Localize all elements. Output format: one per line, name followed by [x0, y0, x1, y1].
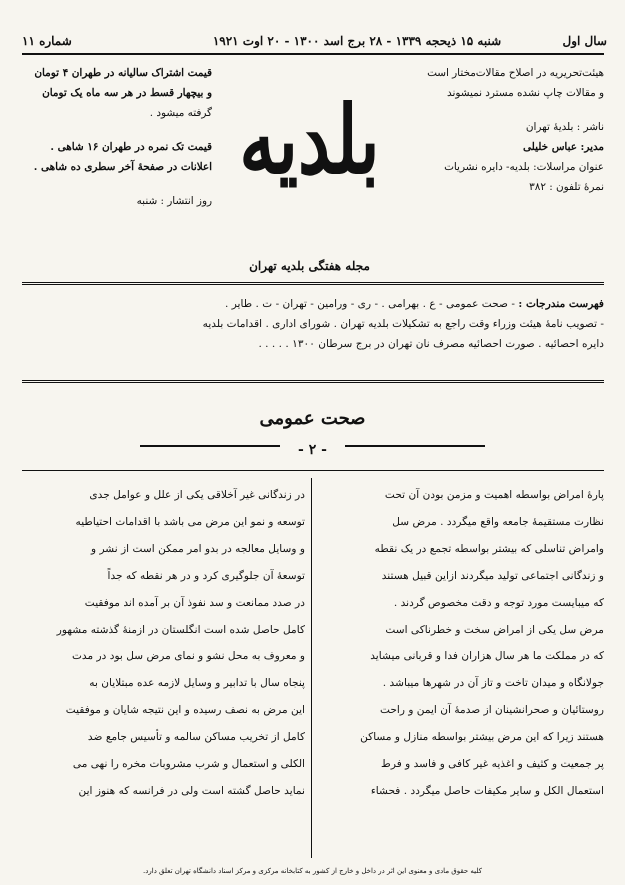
subscription-line: قیمت اشتراک سالیانه در طهران ۴ تومان — [34, 67, 212, 79]
table-of-contents — [22, 294, 604, 376]
subscription-line: و بیچهار قسط در هر سه ماه یک تومان — [42, 87, 212, 99]
article-line: هستند زیرا که این مرض بیشتر بواسطه منازل و مساکن — [360, 731, 604, 744]
issue-info-strip — [22, 29, 607, 53]
issue-number: شماره ۱۱ — [22, 34, 72, 48]
article-line: کامل حاصل شده است انگلستان در ازمنهٔ گذشته مشهور — [56, 623, 305, 636]
article-line: در زندگانی غیر آخلاقی یکی از علل و عوامل جدی — [89, 489, 305, 501]
article-line: که میبایست مورد توجه و دقت مخصوص گردند . — [393, 596, 604, 609]
article-line: توسعه و نمو این مرض می باشد با اقدامات احتیاطیه — [75, 515, 305, 528]
article-line: این مرض به نصف رسیده و این نتیجه شایان و موفقیت — [65, 704, 305, 717]
contents-line: - صحت عمومی - ع . بهرامی . - ری - ورامین - تهران - ت . طایر . — [224, 298, 515, 310]
article-line: کامل از تخریب مساکن سالمه و تأسیس جامع ضد — [87, 731, 305, 744]
volume-label: سال اول — [562, 34, 607, 48]
article-line: جولانگاه و میدان تاخت و تاز آن در شهرها میباشد . — [382, 677, 604, 690]
copyright-footer: کلیه حقوق مادی و معنوی این اثر در داخل و خارج از کشور به کتابخانه مرکزی و مرکز اسناد دانشگاه تهران تعلق دارد. — [143, 867, 482, 875]
issue-date: شنبه ۱۵ ذیحجه ۱۳۳۹ - ۲۸ برج اسد ۱۳۰۰ - ۲۰ اوت ۱۹۲۱ — [212, 34, 502, 48]
article-rule — [22, 470, 604, 471]
contents-divider — [22, 380, 604, 383]
address-line: عنوان مراسلات: بلدیه- دایره نشریات — [444, 161, 604, 173]
article-line: پر جمعیت و کثیف و اغذیه غیر کافی و فاسد و فرط — [381, 758, 604, 771]
article-line: پارهٔ امراض بواسطه اهمیت و مزمن بودن آن تحت — [384, 489, 604, 501]
contents-line: دایره احصائیه . صورت احصائیه مصرف نان تهران در برج سرطان ۱۳۰۰ . . . . . — [258, 338, 604, 350]
article-line: پنجاه سال با تدابیر و وسایل لازمه عده مبتلایان به — [89, 677, 305, 690]
article-line: نماید حاصل گشته است ولی در فرانسه که هنوز این — [78, 784, 305, 797]
article-part-number: - ۲ - — [298, 442, 327, 458]
article-line: و زندگانی اجتماعی تولید میگردند ازاین قبیل هستند — [381, 569, 604, 582]
masthead-title: بلدیه — [239, 84, 380, 195]
editorial-note-line: هیئت‌تحریریه در اصلاح مقالات‌مختار است — [427, 67, 604, 79]
article-line: استعمال الکل و سایر مکیفات حاصل میگردد . فحشاء — [370, 784, 604, 797]
article-line: که در مملکت ما هر سال هزاران فدا و قربانی میشاید — [370, 650, 604, 663]
article-line: توسعهٔ آن جلوگیری کرد و در هر نقطه که جداً — [107, 569, 305, 582]
masthead-block — [22, 53, 604, 285]
subscription-line: گرفته میشود . — [149, 107, 212, 119]
article-column-right — [318, 482, 604, 854]
advertising-rate: اعلانات در صفحهٔ آخر سطری ده شاهی . — [33, 161, 212, 173]
article-line: نظارت مستقیمهٔ جامعه واقع میگردد . مرض سل — [392, 515, 604, 528]
masthead-subtitle-wrap — [212, 65, 407, 273]
editorial-info — [409, 63, 604, 273]
article-line: وامراض تناسلی که بیشتر بواسطه تجمع در یک نقطه — [374, 542, 604, 555]
article-line: روستائیان و صحرانشینان از صدمهٔ آن ایمن و راحت — [379, 704, 604, 717]
article-column-left — [22, 482, 305, 854]
article-line: الکلی و استعمال و شرب مشروبات مخره را نهی می — [72, 758, 305, 771]
article-line: در صدد ممانعت و سد نفوذ آن بر آمده اند موفقیت — [84, 596, 305, 609]
publisher-line: ناشر : بلدیهٔ تهران — [525, 121, 604, 133]
telephone-line: نمرهٔ تلفون : ۳۸۲ — [529, 181, 604, 193]
single-issue-price: قیمت تک نمره در طهران ۱۶ شاهی . — [50, 141, 212, 153]
column-divider — [311, 478, 312, 858]
article-title: صحت عمومی — [259, 408, 366, 429]
editor-line: مدیر: عباس خلیلی — [523, 141, 604, 153]
article-line: مرض سل یکی از امراض سخت و خطرناکی است — [385, 623, 604, 636]
article-line: و معروف به محل نشو و نمای مرض سل بود در مدت — [71, 650, 305, 663]
masthead-subtitle: مجله هفتگی بلدیه تهران — [249, 259, 370, 273]
editorial-note-line: و مقالات چاپ نشده مسترد نمیشوند — [446, 87, 604, 99]
contents-label: فهرست مندرجات : — [518, 298, 604, 310]
publication-day: روز انتشار : شنبه — [136, 195, 212, 207]
article-line: و وسایل معالجه در بدو امر ممکن است از نشر و — [90, 542, 305, 555]
subscription-info — [22, 63, 212, 273]
contents-line: - تصویب نامهٔ هیئت وزراء وقت راجع به تشکیلات بلدیه تهران . شورای اداری . اقدامات بلدیه — [202, 318, 604, 330]
